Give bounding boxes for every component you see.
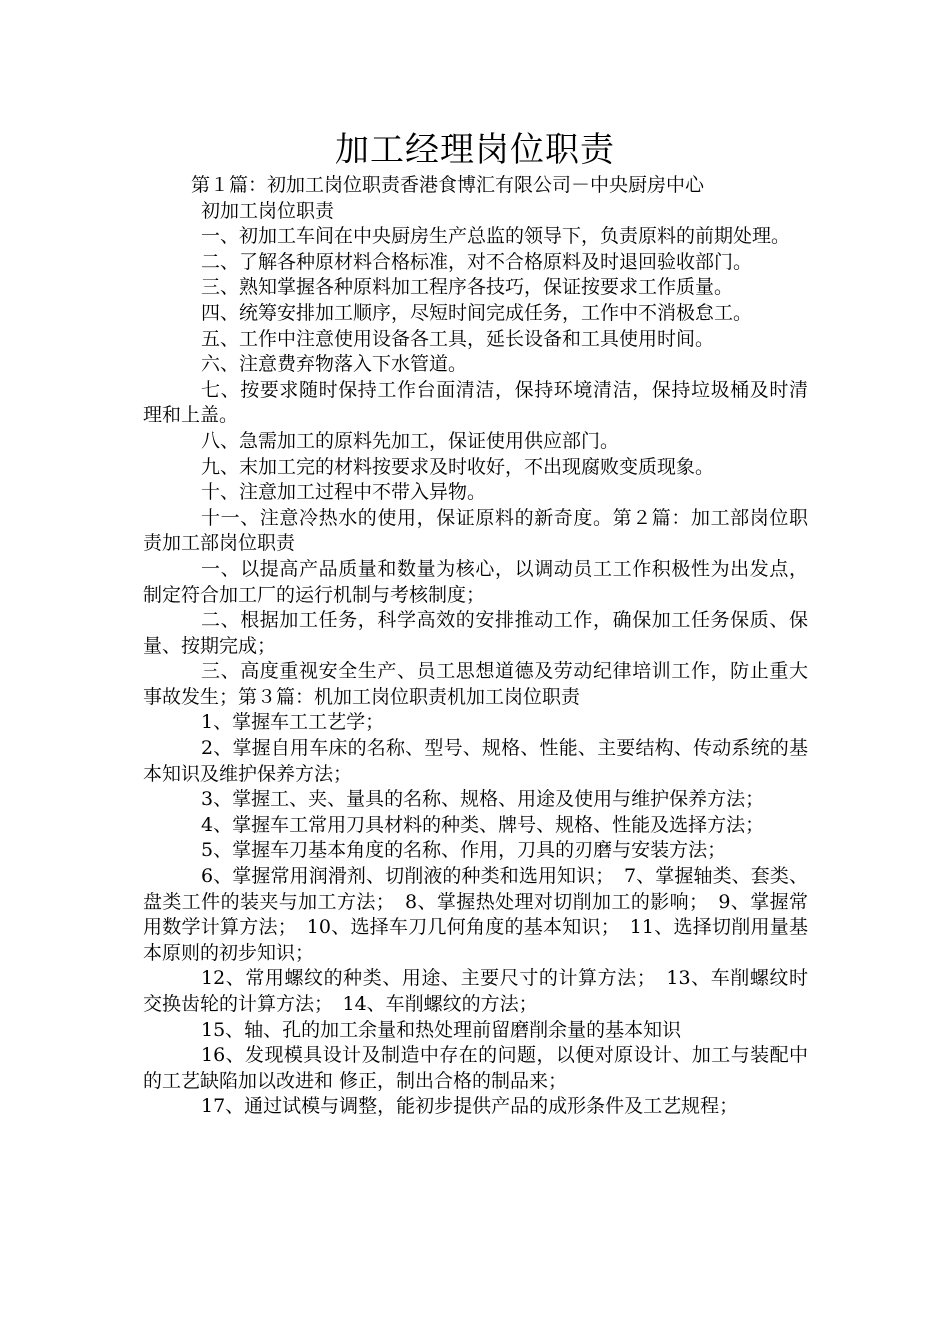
paragraph: 4、掌握车工常用刀具材料的种类、牌号、规格、性能及选择方法；	[201, 813, 765, 836]
paragraph: 八、急需加工的原料先加工，保证使用供应部门。	[201, 429, 620, 452]
paragraph: 2、掌握自用车床的名称、型号、规格、性能、主要结构、传动系统的基本知识及维护保养方法；	[143, 737, 808, 785]
document-title: 加工经理岗位职责	[335, 130, 615, 170]
paragraph: 5、掌握车刀基本角度的名称、作用，刀具的刃磨与安装方法；	[201, 839, 727, 862]
paragraph: 六、注意费弃物落入下水管道。	[201, 353, 468, 376]
paragraph: 一、以提高产品质量和数量为核心，以调动员工工作积极性为出发点，制定符合加工厂的运行机制与考核制度；	[143, 557, 808, 606]
paragraph: 17、通过试模与调整，能初步提供产品的成形条件及工艺规程；	[201, 1095, 739, 1118]
paragraph: 三、高度重视安全生产、员工思想道德及劳动纪律培训工作，防止重大事故发生；第３篇：机加工岗位职责机加工岗位职责	[143, 660, 808, 708]
paragraph: 1、掌握车工工艺学；	[201, 711, 385, 734]
paragraph: 七、按要求随时保持工作台面清洁，保持环境清洁，保持垃圾桶及时清理和上盖。	[143, 378, 808, 427]
paragraph: 3、掌握工、夹、量具的名称、规格、用途及使用与维护保养方法；	[201, 788, 765, 811]
paragraph: 五、工作中注意使用设备各工具，延长设备和工具使用时间。	[201, 327, 715, 350]
paragraph: 三、熟知掌握各种原料加工程序各技巧，保证按要求工作质量。	[201, 276, 734, 299]
paragraph: 二、根据加工任务，科学高效的安排推动工作，确保加工任务保质、保量、按期完成；	[143, 609, 808, 657]
paragraph: 四、统筹安排加工顺序，尽短时间完成任务，工作中不消极怠工。	[201, 301, 753, 324]
paragraph: 二、了解各种原材料合格标准，对不合格原料及时退回验收部门。	[201, 250, 753, 273]
paragraph: 12、常用螺纹的种类、用途、主要尺寸的计算方法； 13、车削螺纹时交换齿轮的计算方法； 14、车削螺纹的方法；	[143, 967, 808, 1015]
document-body	[143, 173, 808, 1120]
paragraph: 九、末加工完的材料按要求及时收好，不出现腐败变质现象。	[201, 455, 715, 478]
paragraph: 十一、注意冷热水的使用，保证原料的新奇度。第２篇：加工部岗位职责加工部岗位职责	[143, 506, 808, 555]
paragraph: 16、发现模具设计及制造中存在的问题，以便对原设计、加工与装配中的工艺缺陷加以改进和 修正，制出合格的制品来；	[143, 1044, 808, 1092]
paragraph: 第１篇：初加工岗位职责香港食博汇有限公司－中央厨房中心	[191, 174, 705, 196]
paragraph: 初加工岗位职责	[201, 199, 335, 222]
paragraph: 一、初加工车间在中央厨房生产总监的领导下，负责原料的前期处理。	[201, 225, 791, 248]
paragraph: 15、轴、孔的加工余量和热处理前留磨削余量的基本知识	[201, 1018, 682, 1041]
paragraph: 6、掌握常用润滑剂、切削液的种类和选用知识； 7、掌握轴类、套类、盘类工件的装夹与加工方法； 8、掌握热处理对切削加工的影响； 9、掌握常用数学计算方法； 10、选择车刀几何角度的基本知识； 11、选择切削用量基本原则的初步知识；	[143, 865, 808, 964]
paragraph: 十、注意加工过程中不带入异物。	[201, 481, 487, 504]
